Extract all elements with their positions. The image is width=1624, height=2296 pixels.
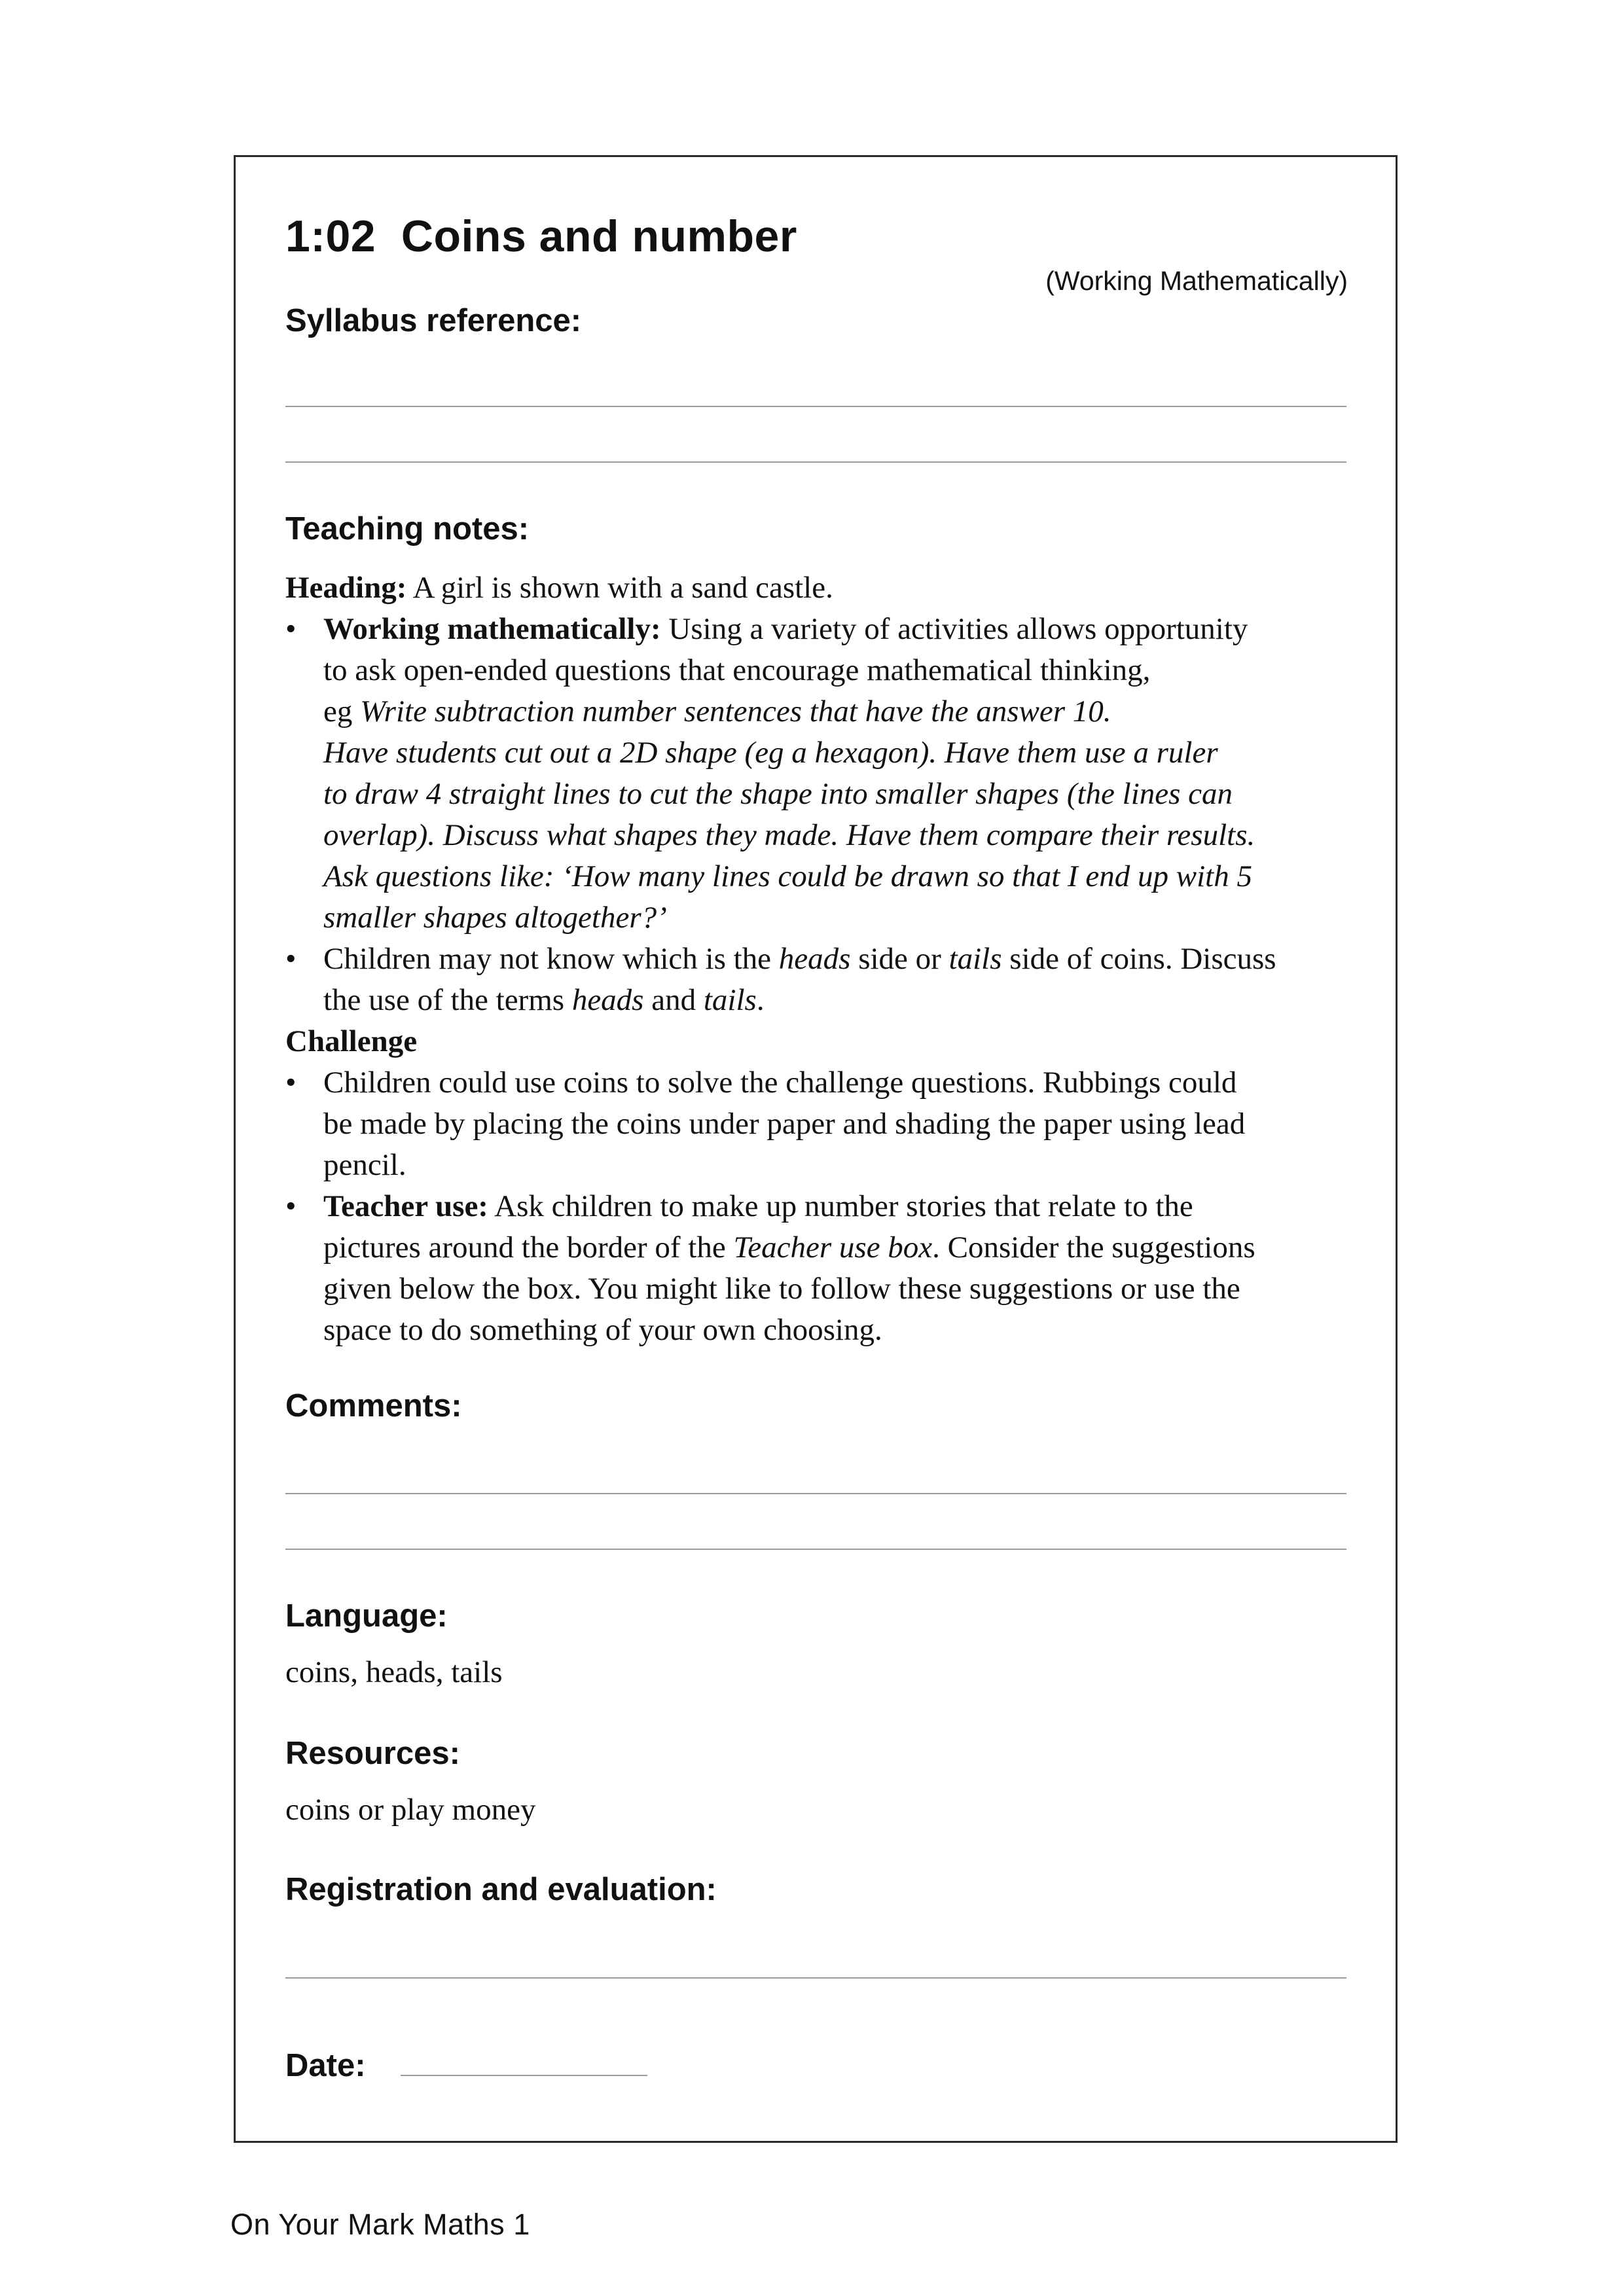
bullet-challenge: • Children could use coins to solve the challenge questions. Rubbings could be made by placing the coins under paper and shading the paper using lead pencil. bbox=[285, 1062, 1352, 1186]
resources-heading: Resources: bbox=[285, 1736, 460, 1771]
registration-write-line bbox=[285, 1977, 1346, 1979]
strand-label: (Working Mathematically) bbox=[1045, 266, 1348, 296]
page-title: 1:02 Coins and number bbox=[285, 211, 797, 261]
bullet-icon: • bbox=[285, 1189, 297, 1223]
comments-heading: Comments: bbox=[285, 1388, 462, 1424]
bullet-teacher-use: • Teacher use: Ask children to make up number stories that relate to the pictures around the border of the Teacher use box. Consider the suggestions given below the box. You might like to follow these suggestions or use the space to do something of your own choosing. bbox=[285, 1186, 1352, 1351]
date-label: Date: bbox=[285, 2048, 366, 2083]
challenge-heading: Challenge bbox=[285, 1024, 418, 1058]
footer-book-title: On Your Mark Maths 1 bbox=[230, 2208, 530, 2241]
comments-write-line-1 bbox=[285, 1493, 1346, 1494]
syllabus-write-line-2 bbox=[285, 461, 1346, 463]
teaching-notes-body bbox=[285, 567, 1352, 1351]
comments-write-line-2 bbox=[285, 1549, 1346, 1550]
bullet-icon: • bbox=[285, 612, 297, 646]
syllabus-write-line-1 bbox=[285, 406, 1346, 407]
bullet-icon: • bbox=[285, 1066, 297, 1100]
syllabus-heading: Syllabus reference: bbox=[285, 303, 582, 338]
bullet-working-mathematically: • Working mathematically: Using a variety of activities allows opportunity to ask open-ended questions that encourage mathematical thinking, eg Write subtraction number sentences that have the answer 10. Have students cut out a 2D shape (eg a hexagon). Have them use a ruler to draw 4 straight lines to cut the shape into smaller shapes (the lines can overlap). Discuss what shapes they made. Have them compare their results. Ask questions like: ‘How many lines could be drawn so that I end up with 5 smaller shapes altogether?’ bbox=[285, 609, 1352, 939]
date-write-line bbox=[401, 2075, 647, 2076]
bullet-heads-tails: • Children may not know which is the heads side or tails side of coins. Discuss the use of the terms heads and tails. bbox=[285, 939, 1352, 1021]
resources-text: coins or play money bbox=[285, 1793, 536, 1827]
language-heading: Language: bbox=[285, 1598, 448, 1634]
language-text: coins, heads, tails bbox=[285, 1655, 503, 1689]
bullet-icon: • bbox=[285, 942, 297, 976]
teaching-notes-heading: Teaching notes: bbox=[285, 511, 530, 547]
registration-heading: Registration and evaluation: bbox=[285, 1872, 717, 1907]
heading-note: Heading: A girl is shown with a sand castle. bbox=[285, 571, 833, 605]
